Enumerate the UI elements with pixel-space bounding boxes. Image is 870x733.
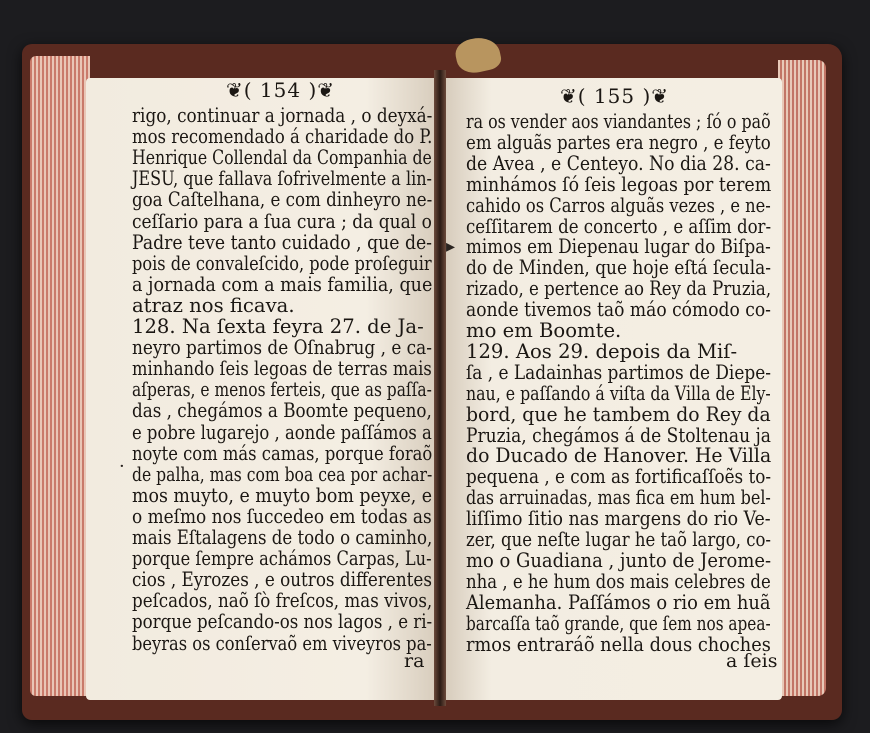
ink-mark: ▸ xyxy=(446,236,456,257)
text-line: rmos entraráõ nella dous choches xyxy=(466,632,771,656)
text-line: o meſmo nos ſuccedeo em todas as xyxy=(132,504,432,528)
text-line: beyras os conſervaõ em viveyros pa- xyxy=(132,631,432,655)
text-line: de Avea , e Centeyo. No dia 28. ca- xyxy=(466,151,771,175)
text-line: em alguãs partes era negro , e feyto xyxy=(466,130,771,154)
text-line: cios , Eyrozes , e outros differentes xyxy=(132,568,432,592)
text-line: das arruinadas, mas fica em hum bel- xyxy=(466,486,771,510)
text-line: liſſimo ſitio nas margens do rio Ve- xyxy=(466,507,771,531)
text-line: 128. Na ſexta feyra 27. de Ja- xyxy=(132,315,424,338)
ink-mark: · xyxy=(119,456,125,477)
text-line: ra os vender aos viandantes ; ſó o paõ xyxy=(466,110,771,133)
text-line: aonde tivemos taõ máo cómodo co- xyxy=(466,298,771,322)
text-line: das , chegámos a Boomte pequeno, xyxy=(132,399,432,423)
text-line: nau, e paſſando á viſta da Villa de Ely- xyxy=(466,381,771,405)
text-line: mo em Boomte. xyxy=(466,319,622,342)
text-line: nha , e he hum dos mais celebres de xyxy=(466,569,771,593)
text-line: do Ducado de Hanover. He Villa xyxy=(466,444,772,468)
text-line: goa Caſtelhana, e com dinheyro ne- xyxy=(132,188,433,212)
text-line: porque ſempre achámos Carpas, Lu- xyxy=(132,547,432,571)
left-page-header: ❦( 154 )❦ xyxy=(226,78,336,102)
text-line: mos muyto, e muyto bom peyxe, e xyxy=(132,483,433,507)
text-line: bord, que he tambem do Rey da xyxy=(466,402,771,426)
text-line: ceſſario para a ſua cura ; da qual o xyxy=(132,209,432,233)
text-line: do de Minden, que hoje eſtá ſecula- xyxy=(466,256,772,280)
text-line: peſcados, naõ ſò freſcos, mas vivos, xyxy=(132,589,433,613)
text-line: ſa , e Ladainhas partimos de Diepe- xyxy=(466,360,771,384)
text-line: pois de convaleſcido, pode proſeguir xyxy=(132,251,432,275)
text-line: zer, que neſte lugar he taõ largo, co- xyxy=(466,528,771,551)
text-line: porque peſcando-os nos lagos , e ri- xyxy=(132,610,433,634)
text-line: rigo, continuar a jornada , o deyxá- xyxy=(132,104,433,127)
text-line: Henrique Collendal da Companhia de xyxy=(132,146,432,170)
left-catchword: ra xyxy=(404,650,425,672)
text-line: aſperas, e menos ferteis, que as paſſa- xyxy=(132,378,432,402)
text-line: JESU, que fallava ſofrivelmente a lin- xyxy=(132,167,432,191)
text-line: atraz nos ficava. xyxy=(132,293,295,317)
text-line: Alemanha. Paſſámos o rio em huã xyxy=(466,590,771,614)
right-page-header: ❦( 155 )❦ xyxy=(560,84,670,108)
right-page-edges xyxy=(778,60,826,696)
text-line: mais Eſtalagens de todo o caminho, xyxy=(132,526,433,549)
text-line: barcaſſa taõ grande, que ſem nos apea- xyxy=(466,611,771,635)
text-line: Pruzia, chegámos á de Stoltenau ja xyxy=(466,423,771,447)
text-line: minhámos ſó ſeis legoas por terem xyxy=(466,172,772,196)
text-line: rizado, e pertence ao Rey da Pruzia, xyxy=(466,277,772,301)
text-line: a jornada com a mais familia, que xyxy=(132,272,433,296)
text-line: 129. Aos 29. depois da Miſ- xyxy=(466,339,738,363)
left-page-edges xyxy=(30,56,90,696)
text-line: noyte com más camas, porque foraõ xyxy=(132,441,433,465)
text-line: minhando ſeis legoas de terras mais xyxy=(132,357,432,381)
book-gutter xyxy=(434,70,446,706)
text-line: pequena , e com as fortificaſſoẽs to- xyxy=(466,465,771,489)
right-catchword: a ſeis xyxy=(726,650,778,672)
text-line: neyro partimos de Oſnabrug , e ca- xyxy=(132,336,432,360)
text-line: ceſſitarem de concerto , e aſſim dor- xyxy=(466,214,772,238)
text-line: Padre teve tanto cuidado , que de- xyxy=(132,230,433,254)
text-line: e pobre lugarejo , aonde paſſámos a xyxy=(132,420,432,444)
text-line: mos recomendado á charidade do P. xyxy=(132,125,433,149)
text-line: mimos em Diepenau lugar do Biſpa- xyxy=(466,235,771,259)
text-line: cahido os Carros alguãs vezes , e ne- xyxy=(466,193,771,217)
text-line: de palha, mas com boa cea por achar- xyxy=(132,462,433,486)
text-line: mo o Guadiana , junto de Jerome- xyxy=(466,548,772,572)
